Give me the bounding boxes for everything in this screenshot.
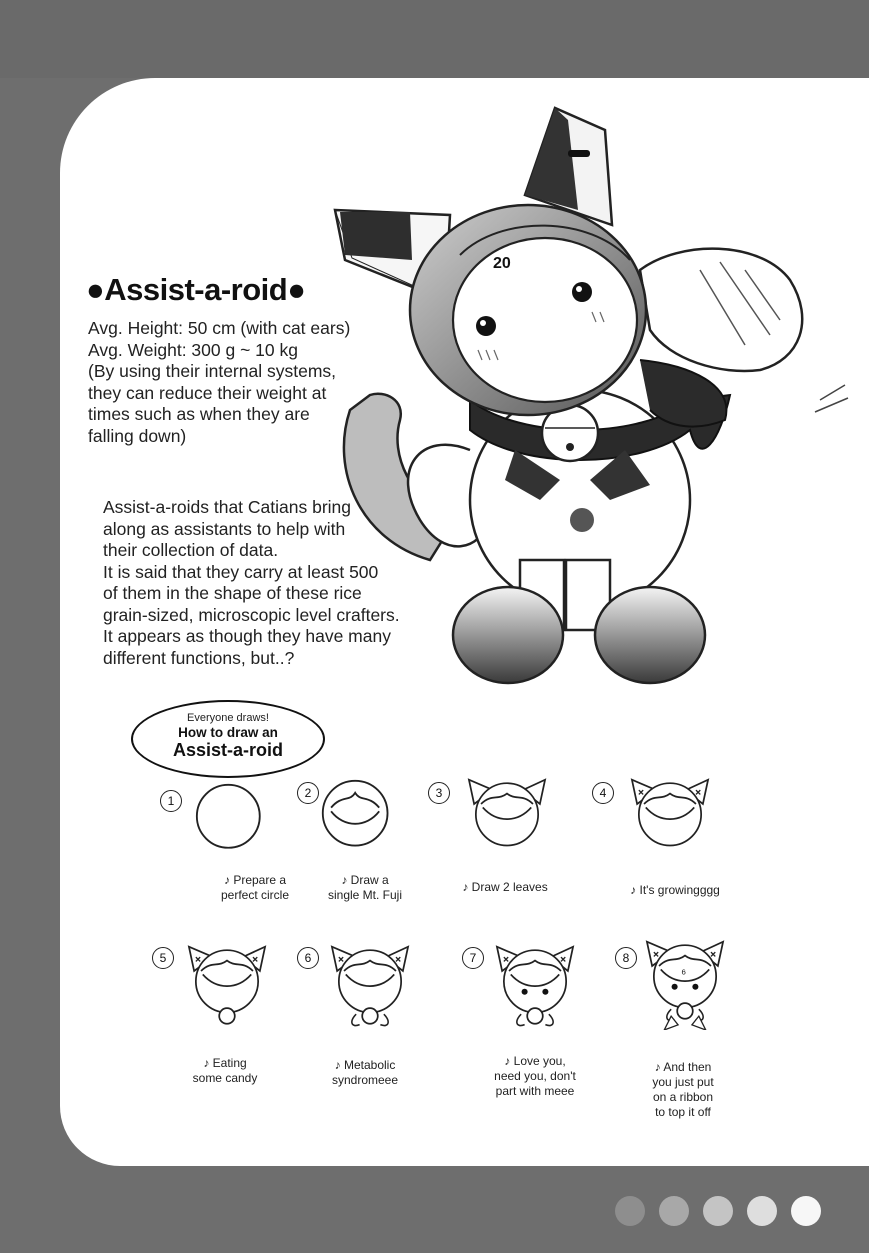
- spec-line: falling down): [88, 425, 187, 446]
- step-number: 7: [462, 947, 484, 969]
- step-drawing: [640, 940, 730, 1035]
- caption-line: ♪ Prepare a: [223, 873, 287, 887]
- caption-line: ♪ It's growingggg: [630, 883, 720, 897]
- music-note-icon: ♪: [462, 880, 472, 894]
- caption-line: you just put: [652, 1075, 714, 1089]
- step-drawing: [490, 945, 580, 1040]
- caption-line: on a ribbon: [652, 1090, 714, 1104]
- step-caption: [605, 883, 745, 898]
- step-number: 3: [428, 782, 450, 804]
- page-dot: [659, 1196, 689, 1226]
- music-note-icon: ♪: [203, 1056, 213, 1070]
- music-note-icon: ♪: [341, 873, 351, 887]
- step-caption: [170, 1056, 280, 1086]
- step-number: 2: [297, 782, 319, 804]
- caption-line: need you, don't: [494, 1069, 576, 1083]
- step-number: 5: [152, 947, 174, 969]
- music-note-icon: ♪: [654, 1060, 664, 1074]
- step-drawing: [195, 783, 269, 862]
- description-line: Assist-a-roids that Catians bring: [103, 497, 352, 517]
- step-drawing: [182, 945, 272, 1040]
- caption-line: ♪ And then: [654, 1060, 712, 1074]
- step-number: 8: [615, 947, 637, 969]
- caption-line: ♪ Love you,: [504, 1054, 566, 1068]
- music-note-icon: ♪: [334, 1058, 344, 1072]
- spec-line: they can reduce their weight at: [88, 382, 327, 403]
- step-caption: [305, 1058, 425, 1088]
- caption-line: syndromeee: [331, 1073, 399, 1087]
- music-note-icon: ♪: [223, 873, 234, 887]
- description-line: different functions, but..?: [103, 647, 295, 668]
- page-dot: [615, 1196, 645, 1226]
- step-caption: [300, 873, 430, 903]
- howto-line3: Assist-a-roid: [172, 740, 284, 760]
- caption-line: ♪ Metabolic: [334, 1058, 396, 1072]
- step-number: 4: [592, 782, 614, 804]
- caption-line: single Mt. Fuji: [327, 888, 403, 902]
- music-note-icon: ♪: [504, 1054, 514, 1068]
- spec-line: times such as when they are: [88, 404, 310, 424]
- music-note-icon: ♪: [630, 883, 640, 897]
- step-caption: [470, 1054, 600, 1099]
- caption-line: ♪ Draw a: [341, 873, 389, 887]
- description-line: grain-sized, microscopic level crafters.: [103, 604, 400, 625]
- page-dot: [791, 1196, 821, 1226]
- howto-line1: Everyone draws!: [187, 712, 269, 724]
- step-drawing: [325, 945, 415, 1040]
- specs-block: [88, 318, 398, 447]
- svg-text:6: 6: [681, 967, 686, 977]
- page-dot: [703, 1196, 733, 1226]
- caption-line: perfect circle: [220, 888, 290, 902]
- how-to-draw-badge: [131, 700, 325, 778]
- description-line: It is said that they carry at least 500: [103, 561, 379, 582]
- page-dot: [747, 1196, 777, 1226]
- howto-line2: How to draw an: [178, 725, 278, 740]
- description-line: their collection of data.: [103, 540, 279, 560]
- caption-line: ♪ Draw 2 leaves: [462, 880, 548, 894]
- step-drawing: [625, 778, 715, 873]
- page-title: ●Assist-a-roid●: [86, 272, 306, 307]
- spec-line: (By using their internal systems,: [88, 361, 337, 381]
- caption-line: ♪ Eating: [203, 1056, 247, 1070]
- step-drawing: [320, 778, 394, 857]
- description-line: It appears as though they have many: [103, 626, 391, 646]
- step-number: 1: [160, 790, 182, 812]
- spec-line: Avg. Height: 50 cm (with cat ears): [88, 318, 351, 338]
- caption-line: to top it off: [655, 1105, 711, 1119]
- caption-line: some candy: [192, 1071, 258, 1085]
- forehead-number: 20: [493, 255, 511, 272]
- description-line: of them in the shape of these rice: [103, 583, 362, 603]
- spec-line: Avg. Weight: 300 g ~ 10 kg: [88, 339, 298, 360]
- top-band: [0, 0, 869, 78]
- step-number: 6: [297, 947, 319, 969]
- caption-line: part with meee: [495, 1084, 575, 1098]
- step-caption: [440, 880, 570, 895]
- step-caption: [618, 1060, 748, 1120]
- step-drawing: [462, 778, 552, 873]
- description-block: [103, 497, 423, 669]
- description-line: along as assistants to help with: [103, 518, 346, 539]
